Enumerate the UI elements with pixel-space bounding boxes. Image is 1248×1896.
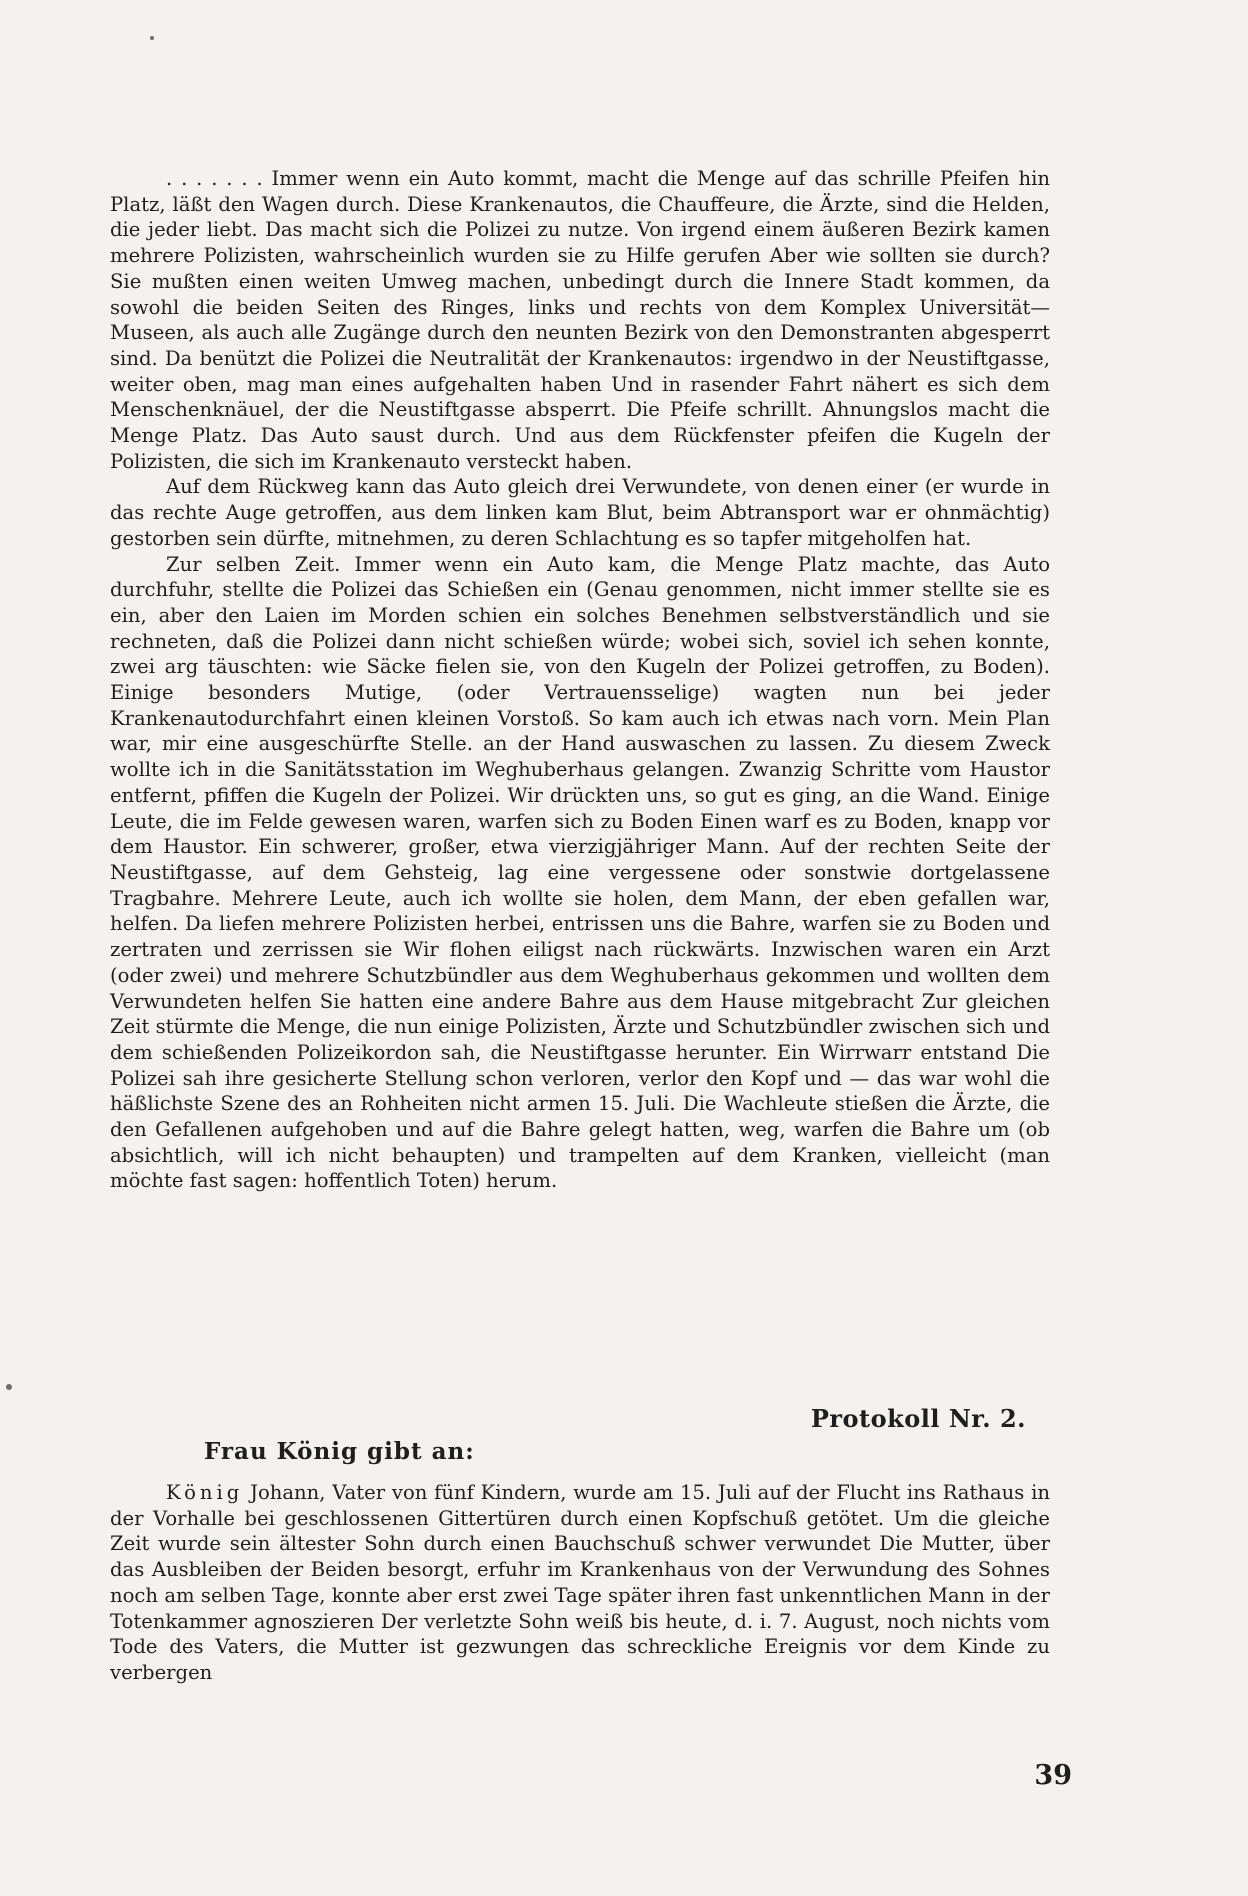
main-text-column: [110, 166, 1050, 1194]
protocol-paragraph: [110, 1480, 1050, 1686]
protocol-title: Protokoll Nr. 2.: [810, 1404, 1026, 1433]
body-paragraph-1: . . . . . . . Immer wenn ein Auto kommt, macht die Menge auf das schrille Pfeifen hin Platz, läßt den Wagen durch. Diese Krankenautos, die Chauffeure, die Ärzte, sind die Helden, die jeder liebt. Das macht sich die Polizei zu nutze. Von irgend einem äußeren Bezirk kamen mehrere Polizisten, wahrscheinlich wurden sie zu Hilfe gerufen Aber wie sollten sie durch? Sie mußten einen weiten Umweg machen, unbedingt durch die Innere Stadt kommen, da sowohl die beiden Seiten des Ringes, links und rechts von dem Komplex Universität—Museen, als auch alle Zugänge durch den neunten Bezirk von den Demonstranten abgesperrt sind. Da benützt die Polizei die Neutralität der Krankenautos: irgendwo in der Neustiftgasse, weiter oben, mag man eines aufgehalten haben Und in rasender Fahrt nähert es sich dem Menschenknäuel, der die Neustiftgasse absperrt. Die Pfeife schrillt. Ahnungslos macht die Menge Platz. Das Auto saust durch. Und aus dem Rückfenster pfeifen die Kugeln der Polizisten, die sich im Krankenauto versteckt haben.: [110, 167, 1050, 473]
speaker-heading: Frau König gibt an:: [204, 1438, 475, 1465]
protocol-paragraph-text: Johann, Vater von fünf Kindern, wurde am 15. Juli auf der Flucht ins Rathaus in der Vorhalle bei geschlossenen Gittertüren durch einen Kopfschuß getötet. Um die gleiche Zeit wurde sein ältester Sohn durch einen Bauchschuß schwer verwundet Die Mutter, über das Ausbleiben der Beiden besorgt, erfuhr im Krankenhaus von der Verwundung des Sohnes noch am selben Tage, konnte aber erst zwei Tage später ihren fast unkenntlichen Mann in der Totenkammer agnoszieren Der verletzte Sohn weiß bis heute, d. i. 7. August, noch nichts vom Tode des Vaters, die Mutter ist gezwungen das schreckliche Ereignis vor dem Kinde zu verbergen: [110, 1481, 1050, 1684]
page-number: 39: [1034, 1760, 1072, 1791]
spaced-name: König: [166, 1481, 244, 1504]
protocol-heading: [110, 1404, 1050, 1484]
print-speck: [150, 36, 154, 40]
print-speck: [6, 1384, 12, 1390]
protocol-text-column: [110, 1480, 1050, 1686]
body-paragraph-2: Auf dem Rückweg kann das Auto gleich drei Verwundete, von denen einer (er wurde in das rechte Auge getroffen, aus dem linken kam Blut, beim Abtransport war er ohnmächtig) gestorben sein dürfte, mitnehmen, zu deren Schlachtung es so tapfer mitgeholfen hat.: [110, 475, 1050, 550]
body-paragraph-3: Zur selben Zeit. Immer wenn ein Auto kam, die Menge Platz machte, das Auto durchfuhr, stellte die Polizei das Schießen ein (Genau genommen, nicht immer stellte sie es ein, aber den Laien im Morden schien ein solches Benehmen selbstverständlich und sie rechneten, daß die Polizei dann nicht schießen würde; wobei sich, soviel ich sehen konnte, zwei arg täuschten: wie Säcke fielen sie, von den Kugeln der Polizei getroffen, zu Boden). Einige besonders Mutige, (oder Vertrauensselige) wagten nun bei jeder Krankenautodurchfahrt einen kleinen Vorstoß. So kam auch ich etwas nach vorn. Mein Plan war, mir eine ausgeschürfte Stelle. an der Hand auswaschen zu lassen. Zu diesem Zweck wollte ich in die Sanitätsstation im Weghuberhaus gelangen. Zwanzig Schritte vom Haustor entfernt, pfiffen die Kugeln der Polizei. Wir drückten uns, so gut es ging, an die Wand. Einige Leute, die im Felde gewesen waren, warfen sich zu Boden Einen warf es zu Boden, knapp vor dem Haustor. Ein schwerer, großer, etwa vierzigjähriger Mann. Auf der rechten Seite der Neustiftgasse, auf dem Gehsteig, lag eine vergessene oder sonstwie dortgelassene Tragbahre. Mehrere Leute, auch ich wollte sie holen, dem Mann, der eben gefallen war, helfen. Da liefen mehrere Polizisten herbei, entrissen uns die Bahre, warfen sie zu Boden und zertraten und zerrissen sie Wir flohen eiligst nach rückwärts. Inzwischen waren ein Arzt (oder zwei) und mehrere Schutzbündler aus dem Weghuberhaus gekommen und wollten dem Verwundeten helfen Sie hatten eine andere Bahre aus dem Hause mitgebracht Zur gleichen Zeit stürmte die Menge, die nun einige Polizisten, Ärzte und Schutzbündler zwischen sich und dem schießenden Polizeikordon sah, die Neustiftgasse herunter. Ein Wirrwarr entstand Die Polizei sah ihre gesicherte Stellung schon verloren, verlor den Kopf und — das war wohl die häßlichste Szene des an Rohheiten nicht armen 15. Juli. Die Wachleute stießen die Ärzte, die den Gefallenen aufgehoben und auf die Bahre gelegt hatten, weg, warfen die Bahre um (ob absichtlich, will ich nicht behaupten) und trampelten auf dem Kranken, vielleicht (man möchte fast sagen: hoffentlich Toten) herum.: [110, 552, 1050, 1193]
